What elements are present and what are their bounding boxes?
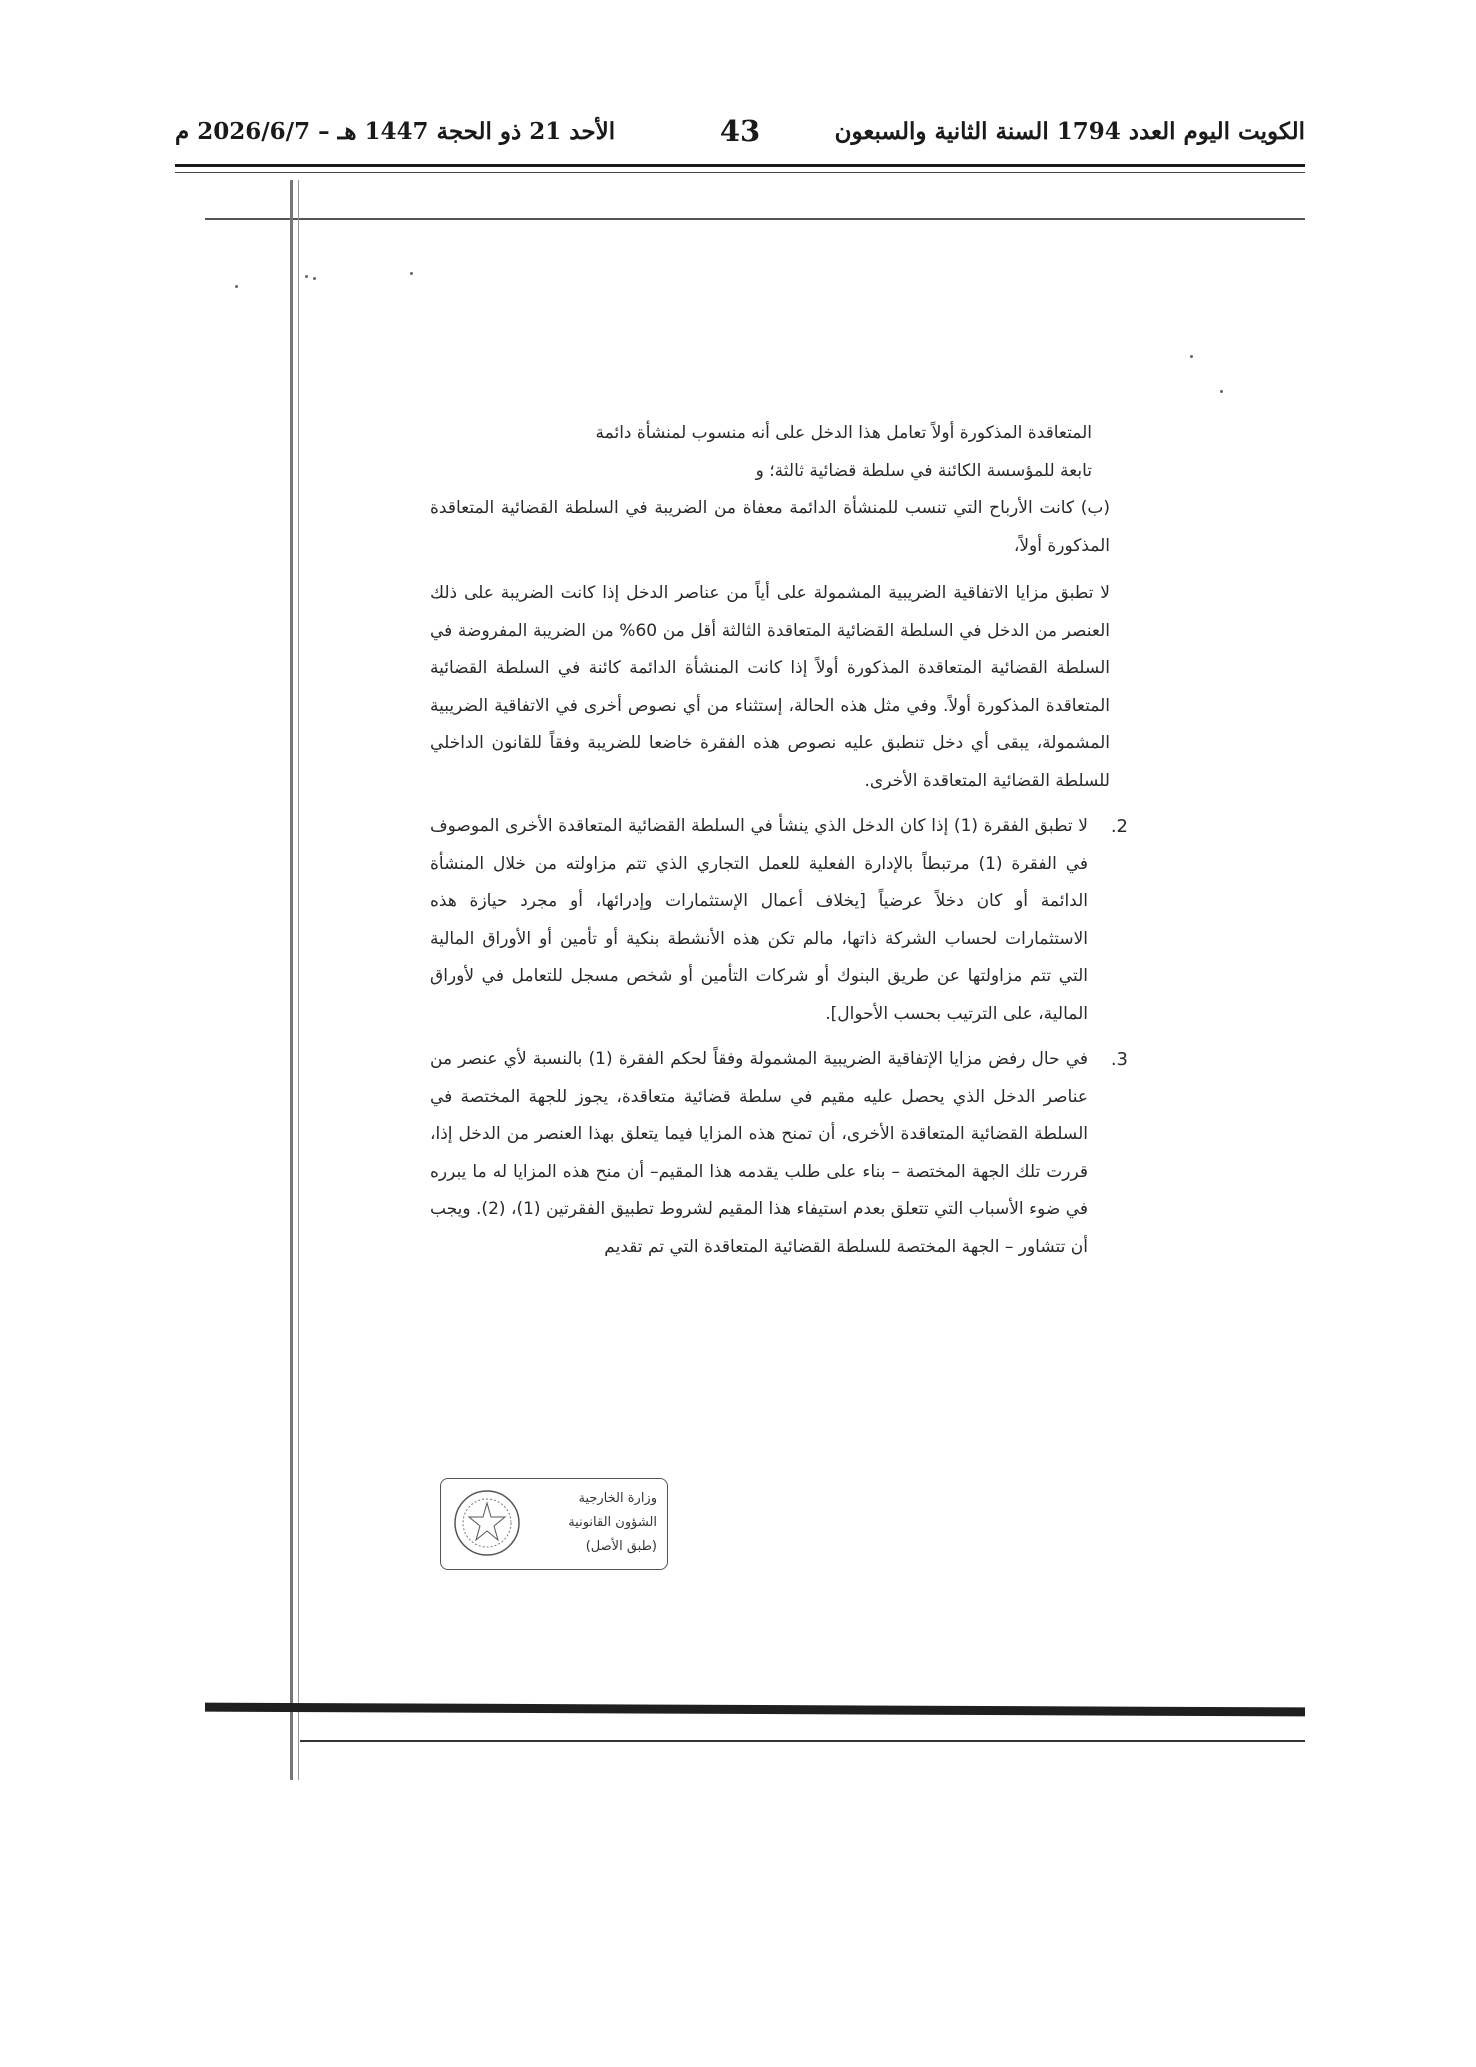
scan-bottom-line xyxy=(300,1740,1305,1742)
header-rule xyxy=(175,164,1305,167)
stamp-text xyxy=(527,1487,657,1559)
running-header xyxy=(175,114,1305,158)
item-2 xyxy=(430,808,1128,1033)
scan-speck xyxy=(410,272,413,275)
scan-margin-line-thin xyxy=(298,180,299,1780)
continuation-block xyxy=(430,415,1110,490)
issue-info: الكويت اليوم العدد 1794 السنة الثانية والسبعون xyxy=(834,118,1305,145)
scan-margin-line xyxy=(290,180,293,1780)
item-number: 3. xyxy=(1110,1049,1128,1070)
continuation-line: تابعة للمؤسسة الكائنة في سلطة قضائية ثالثة؛ و xyxy=(755,460,1092,481)
scan-speck xyxy=(313,277,316,280)
page-number: 43 xyxy=(719,114,761,148)
stamp-line: وزارة الخارجية xyxy=(578,1491,657,1506)
ministry-stamp xyxy=(440,1478,668,1570)
scan-top-border xyxy=(205,218,1305,220)
scan-speck xyxy=(1220,390,1223,393)
item-text: لا تطبق الفقرة (1) إذا كان الدخل الذي ينشأ في السلطة القضائية المتعاقدة الأخرى الموصوف في الفقرة (1) مرتبطاً بالإدارة الفعلية للعمل التجاري الذي تتم مزاولته من خلال المنشأة الدائمة أو كان دخلاً عرضياً [يخلاف أعمال الإستثمارات وإدرائها، أو مجرد حيازة هذه الاستثمارات لحساب الشركة ذاتها، مالم تكن هذه الأنشطة بنكية أو تأمين أو الأوراق المالية التي تتم مزاولتها عن طريق البنوك أو شركات التأمين أو شخص مسجل للتعامل في لأوراق المالية، على الترتيب بحسب الأحوال]. xyxy=(430,816,1088,1024)
seal-emblem-icon xyxy=(451,1487,523,1559)
item-text: في حال رفض مزايا الإتفاقية الضريبية المشمولة وفقاً لحكم الفقرة (1) بالنسبة لأي عنصر من عناصر الدخل الذي يحصل عليه مقيم في سلطة قضائية متعاقدة، يجوز للجهة المختصة في السلطة القضائية المتعاقدة الأخرى، أن تمنح هذه المزايا فيما يتعلق بهذا العنصر من الدخل إذا، قررت تلك الجهة المختصة – بناء على طلب يقدمه هذا المقيم– أن منح هذه المزايا له ما يبرره في ضوء الأسباب التي تتعلق بعدم استيفاء هذا المقيم لشروط تطبيق الفقرتين (1)، (2). ويجب أن تتشاور – الجهة المختصة للسلطة القضائية المتعاقدة التي تم تقديم xyxy=(430,1049,1089,1257)
scan-speck xyxy=(1190,355,1193,358)
stamp-line: الشؤون القانونية xyxy=(568,1515,657,1530)
item-number: 2. xyxy=(1110,816,1128,837)
header-rule-thin xyxy=(175,172,1305,173)
item-3 xyxy=(430,1041,1128,1266)
scan-speck xyxy=(235,285,238,288)
issue-date: الأحد 21 ذو الحجة 1447 هـ – 2026/6/7 م xyxy=(175,118,616,145)
scan-speck xyxy=(305,275,308,278)
stamp-line: (طبق الأصل) xyxy=(585,1539,657,1554)
document-body xyxy=(430,415,1128,1266)
continuation-line: المتعاقدة المذكورة أولاً تعامل هذا الدخل على أنه منسوب لمنشأة دائمة xyxy=(595,423,1092,443)
scan-bottom-bar xyxy=(205,1703,1305,1717)
clause-b: (ب) كانت الأرباح التي تنسب للمنشأة الدائمة معفاة من الضريبة في السلطة القضائية المتعاقدة المذكورة أولاً، xyxy=(430,498,1110,556)
main-paragraph: لا تطبق مزايا الاتفاقية الضريبية المشمولة على أياً من عناصر الدخل إذا كانت الضريبة على ذلك العنصر من الدخل في السلطة القضائية المتعاقدة الثالثة أقل من 60% من الضريبة المفروضة في السلطة القضائية المتعاقدة المذكورة أولاً إذا كانت المنشأة الدائمة كائنة في السلطة القضائية المتعاقدة المذكورة أولاً. وفي مثل هذه الحالة، إستثناء من أي نصوص أخرى في الاتفاقية الضريبية المشمولة، يبقى أي دخل تنطبق عليه نصوص هذه الفقرة خاضعا للضريبة وفقاً للقانون الداخلي للسلطة القضائية المتعاقدة الأخرى. xyxy=(430,583,1110,791)
